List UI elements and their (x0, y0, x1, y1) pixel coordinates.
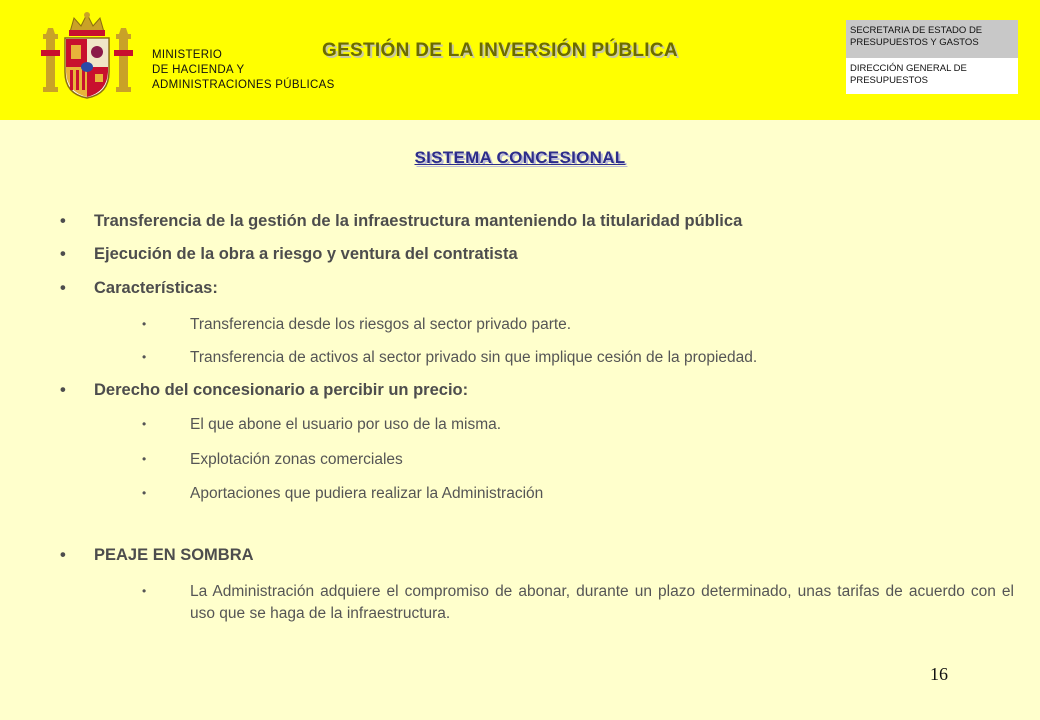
sub-bullet-text: Explotación zonas comerciales (190, 451, 403, 468)
sub-bullet-icon: • (142, 317, 147, 331)
agency-direccion (846, 58, 1018, 94)
main-title: GESTIÓN DE LA INVERSIÓN PÚBLICA (322, 40, 678, 61)
sub-bullet-icon: • (142, 350, 147, 364)
bullet-text: Transferencia de la gestión de la infraestructura manteniendo la titularidad pública (94, 212, 743, 230)
agency-secretaria (846, 20, 1018, 58)
bullet-icon: • (60, 546, 66, 564)
bullet-text: Ejecución de la obra a riesgo y ventura del contratista (94, 245, 518, 263)
section-title: SISTEMA CONCESIONAL (414, 148, 626, 167)
coat-of-arms-icon (40, 10, 134, 102)
header-banner (0, 0, 1040, 120)
ministry-name (152, 48, 335, 93)
sub-bullet-text: Transferencia desde los riesgos al sector privado parte. (190, 316, 572, 333)
page-number: 16 (930, 664, 948, 684)
ministry-line: ADMINISTRACIONES PÚBLICAS (152, 79, 335, 91)
sub-bullet-icon: • (142, 417, 147, 431)
agency-line: PRESUPUESTOS Y GASTOS (850, 37, 979, 48)
agency-box (846, 20, 1018, 94)
agency-line: PRESUPUESTOS (850, 75, 928, 86)
ministry-line: MINISTERIO (152, 49, 223, 61)
sub-bullet-icon: • (142, 584, 147, 598)
bullet-icon: • (60, 381, 66, 399)
bullet-icon: • (60, 212, 66, 230)
agency-line: SECRETARIA DE ESTADO DE (850, 25, 983, 36)
sub-bullet-icon: • (142, 452, 147, 466)
bullet-icon: • (60, 279, 66, 297)
agency-line: DIRECCIÓN GENERAL DE (850, 63, 967, 74)
bullet-text: PEAJE EN SOMBRA (94, 546, 254, 564)
sub-bullet-text: El que abone el usuario por uso de la misma. (190, 416, 502, 433)
bullet-text: Características: (94, 279, 218, 297)
sub-bullet-icon: • (142, 486, 147, 500)
sub-bullet-text: Transferencia de activos al sector privado sin que implique cesión de la propiedad. (190, 349, 758, 366)
ministry-line: DE HACIENDA Y (152, 64, 245, 76)
sub-bullet-text: Aportaciones que pudiera realizar la Administración (190, 485, 544, 502)
sub-bullet-text: La Administración adquiere el compromiso de abonar, durante un plazo determinado, unas tarifas de acuerdo con el uso que se haga de la infraestructura. (190, 583, 1014, 622)
bullet-icon: • (60, 245, 66, 263)
bullet-text: Derecho del concesionario a percibir un precio: (94, 381, 469, 399)
